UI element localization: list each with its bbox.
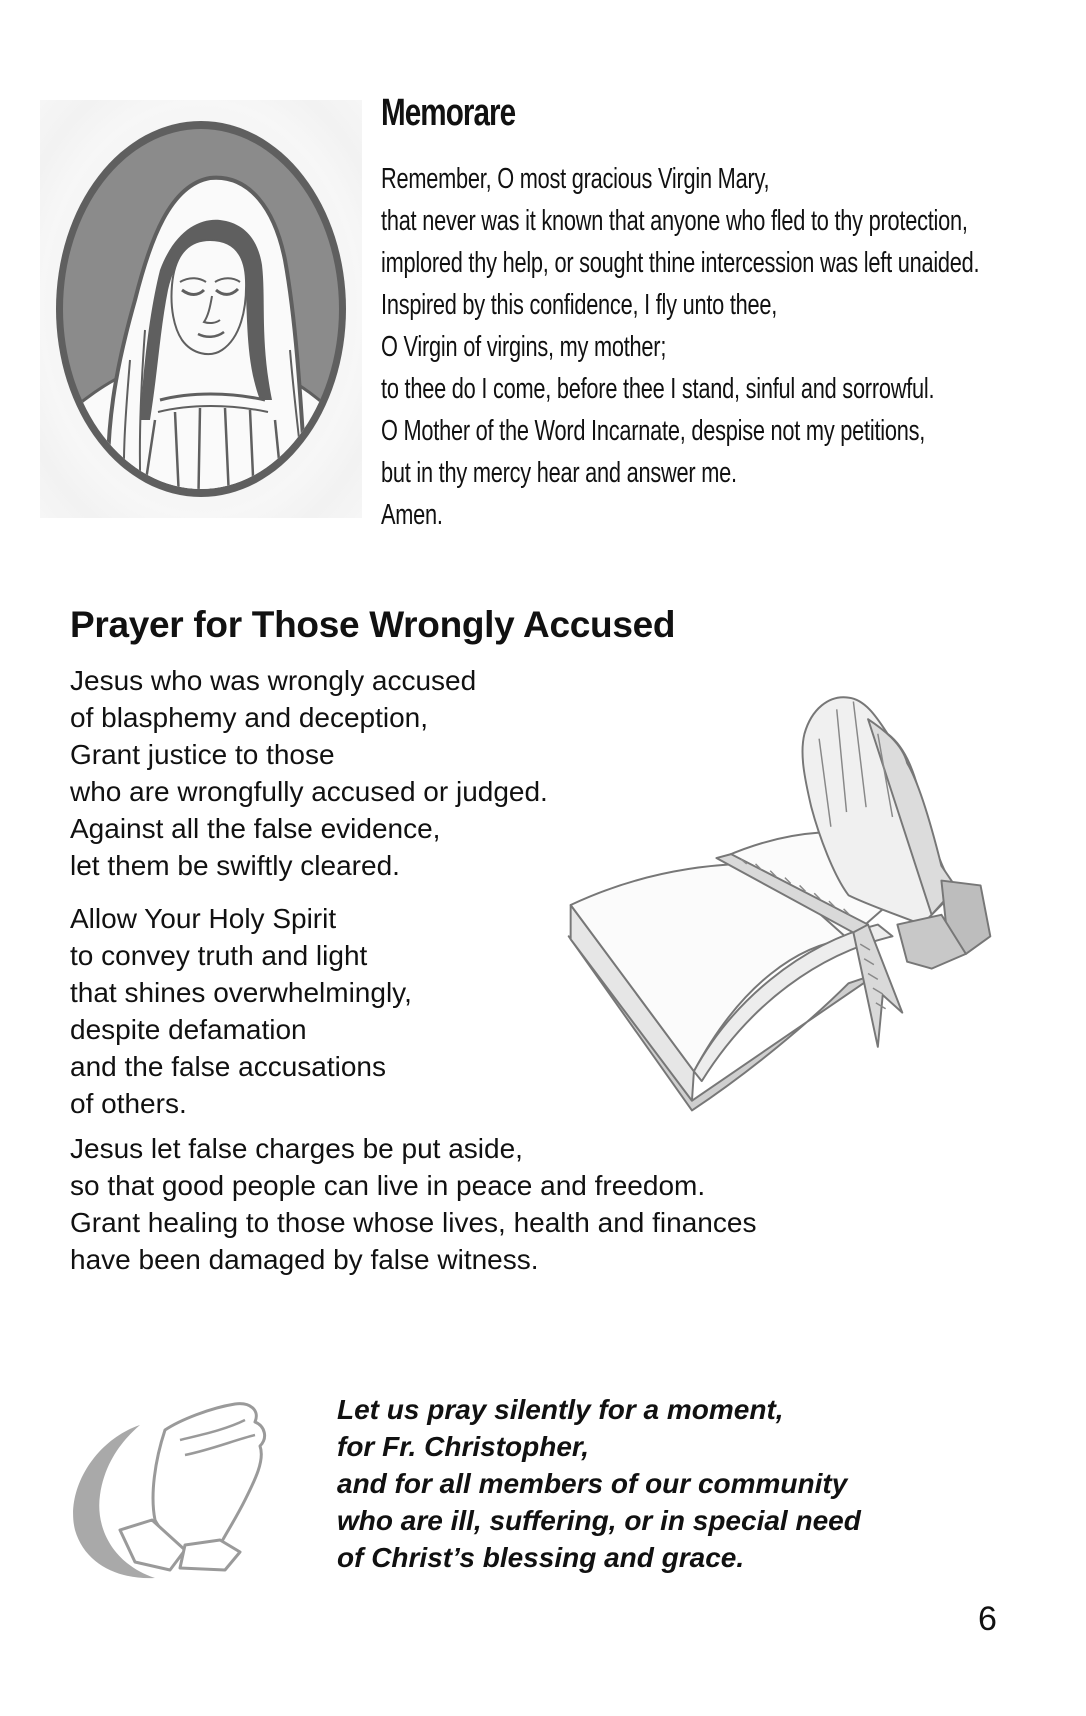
prayer-line: that shines overwhelmingly, xyxy=(70,977,412,1008)
prayer-line: of others. xyxy=(70,1088,187,1119)
prayer-stanza-3 xyxy=(70,1130,756,1278)
memorare-line: Amen. xyxy=(381,499,443,531)
prayer-line: let them be swiftly cleared. xyxy=(70,850,400,881)
memorare-title: Memorare xyxy=(381,92,516,134)
prayer-stanza-2 xyxy=(70,900,412,1122)
memorare-line: to thee do I come, before thee I stand, sinful and sorrowful. xyxy=(381,373,935,405)
page-number: 6 xyxy=(978,1600,997,1638)
closing-line: for Fr. Christopher, xyxy=(337,1431,590,1462)
prayer-line: who are wrongfully accused or judged. xyxy=(70,776,548,807)
virgin-mary-icon xyxy=(40,100,362,518)
prayer-line: Jesus who was wrongly accused xyxy=(70,665,477,696)
praying-hands-crescent-image xyxy=(60,1380,280,1580)
memorare-text xyxy=(381,158,979,536)
prayer-line: and the false accusations xyxy=(70,1051,386,1082)
prayer-stanza-1 xyxy=(70,662,548,884)
closing-line: and for all members of our community xyxy=(337,1468,848,1499)
memorare-line: Remember, O most gracious Virgin Mary, xyxy=(381,163,770,195)
memorare-line: implored thy help, or sought thine intercession was left unaided. xyxy=(381,247,980,279)
memorare-line: that never was it known that anyone who fled to thy protection, xyxy=(381,205,968,237)
virgin-mary-image xyxy=(40,100,362,518)
memorare-line: O Mother of the Word Incarnate, despise not my petitions, xyxy=(381,415,926,447)
closing-line: who are ill, suffering, or in special need xyxy=(337,1505,861,1536)
prayer-line: Grant healing to those whose lives, health and finances xyxy=(70,1207,757,1238)
closing-line: Let us pray silently for a moment, xyxy=(337,1394,784,1425)
memorare-line: O Virgin of virgins, my mother; xyxy=(381,331,667,363)
praying-hands-crescent-icon xyxy=(60,1380,280,1580)
prayer-line: Jesus let false charges be put aside, xyxy=(70,1133,523,1164)
closing-prayer xyxy=(337,1391,861,1576)
closing-line: of Christ’s blessing and grace. xyxy=(337,1542,745,1573)
prayer-line: Against all the false evidence, xyxy=(70,813,441,844)
prayer-line: so that good people can live in peace and freedom. xyxy=(70,1170,706,1201)
prayer-line: to convey truth and light xyxy=(70,940,368,971)
praying-hands-bible-icon xyxy=(555,680,1005,1130)
prayer-line: of blasphemy and deception, xyxy=(70,702,429,733)
prayer-line: despite defamation xyxy=(70,1014,307,1045)
prayer-line: Grant justice to those xyxy=(70,739,335,770)
memorare-line: Inspired by this confidence, I fly unto thee, xyxy=(381,289,778,321)
prayer-title: Prayer for Those Wrongly Accused xyxy=(70,604,676,645)
praying-hands-bible-image xyxy=(555,680,1005,1130)
prayer-line: have been damaged by false witness. xyxy=(70,1244,539,1275)
prayer-line: Allow Your Holy Spirit xyxy=(70,903,337,934)
memorare-line: but in thy mercy hear and answer me. xyxy=(381,457,737,489)
